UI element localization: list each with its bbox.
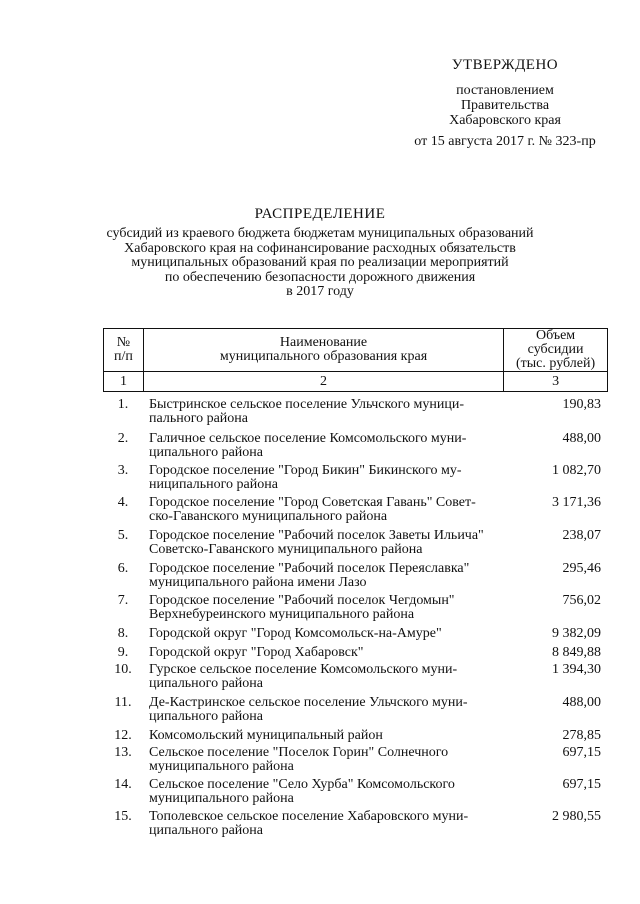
row-amount: 295,46 <box>562 561 601 576</box>
row-amount: 697,15 <box>562 777 601 792</box>
table-row <box>103 746 608 778</box>
approval-stamp <box>395 58 615 149</box>
row-number: 4. <box>117 495 129 510</box>
row-name-line-2: муниципального района имени Лазо <box>149 575 367 590</box>
table-row <box>103 594 608 627</box>
row-number: 8. <box>117 626 129 641</box>
row-amount: 488,00 <box>562 431 601 446</box>
subtitle-line: в 2017 году <box>286 284 354 299</box>
column-number-3: 3 <box>504 372 608 392</box>
row-name <box>143 464 497 492</box>
table-header <box>103 328 608 392</box>
row-number: 3. <box>117 463 129 478</box>
row-amount: 756,02 <box>562 593 601 608</box>
row-name-line-2: ципального района <box>149 823 263 838</box>
row-amount: 3 171,36 <box>552 495 601 510</box>
row-name <box>143 746 497 774</box>
row-number: 12. <box>114 728 132 743</box>
header-amount-line-3: (тыс. рублей) <box>515 356 596 371</box>
row-number: 5. <box>117 528 129 543</box>
row-amount: 2 980,55 <box>552 809 601 824</box>
table-row <box>103 810 608 842</box>
row-number: 6. <box>117 561 129 576</box>
table-row <box>103 696 608 729</box>
table-body <box>103 398 608 842</box>
approval-line-1: постановлением <box>456 83 554 98</box>
table-row <box>103 627 608 646</box>
table-row <box>103 778 608 810</box>
table-row <box>103 496 608 529</box>
row-number: 11. <box>114 695 132 710</box>
header-amount-line-1: Объем <box>535 328 576 343</box>
row-name <box>143 663 497 691</box>
row-amount: 8 849,88 <box>552 645 601 660</box>
row-name-line-1: Городской округ "Город Хабаровск" <box>149 645 364 660</box>
row-amount: 278,85 <box>562 728 601 743</box>
approval-heading: УТВЕРЖДЕНО <box>451 57 559 73</box>
row-amount: 238,07 <box>562 528 601 543</box>
row-name-line-2: ципального района <box>149 676 263 691</box>
row-name-line-1: Городское поселение "Рабочий поселок Заветы Ильича" <box>149 528 484 543</box>
row-name-line-1: Де-Кастринское сельское поселение Ульчского муни- <box>149 695 468 710</box>
row-name <box>143 594 497 622</box>
row-name-line-1: Гурское сельское поселение Комсомольского муни- <box>149 662 458 677</box>
row-name <box>143 646 497 660</box>
subtitle-line: Хабаровского края на софинансирование расходных обязательств <box>124 240 516 256</box>
row-name-line-1: Городской округ "Город Комсомольск-на-Амуре" <box>149 626 442 641</box>
approval-line-2: Правительства <box>460 98 550 113</box>
header-name-line-2: муниципального образования края <box>219 349 428 364</box>
column-number-2: 2 <box>143 372 503 392</box>
row-name-line-2: Советско-Гаванского муниципального района <box>149 542 423 557</box>
row-name-line-1: Галичное сельское поселение Комсомольского муни- <box>149 431 467 446</box>
row-amount: 190,83 <box>562 397 601 412</box>
row-number: 14. <box>114 777 132 792</box>
table-row <box>103 529 608 562</box>
row-name-line-1: Городское поселение "Рабочий поселок Чегдомын" <box>149 593 455 608</box>
header-number-label: п/п <box>114 349 133 364</box>
approval-line-4: от 15 августа 2017 г. № 323-пр <box>414 134 596 149</box>
row-name-line-2: Верхнебуреинского муниципального района <box>149 607 415 622</box>
row-name <box>143 696 497 724</box>
row-number: 15. <box>114 809 132 824</box>
header-number-symbol: № <box>116 335 131 350</box>
row-name-line-1: Городское поселение "Город Бикин" Бикинского му- <box>149 463 462 478</box>
table-row <box>103 646 608 663</box>
header-amount <box>504 329 608 372</box>
row-amount: 1 082,70 <box>552 463 601 478</box>
row-name <box>143 810 497 838</box>
document-subtitle <box>90 227 550 300</box>
row-number: 1. <box>117 397 129 412</box>
row-number: 10. <box>114 662 132 677</box>
table-row <box>103 663 608 696</box>
row-name <box>143 778 497 806</box>
header-name <box>143 329 503 372</box>
header-name-line-1: Наименование <box>279 335 368 350</box>
table-row <box>103 432 608 464</box>
table-row <box>103 464 608 496</box>
row-name-line-1: Городское поселение "Рабочий поселок Переяславка" <box>149 561 470 576</box>
subtitle-line: по обеспечению безопасности дорожного движения <box>164 269 476 285</box>
row-number: 2. <box>117 431 129 446</box>
row-name-line-1: Городское поселение "Город Советская Гавань" Совет- <box>149 495 476 510</box>
row-name-line-2: ниципального района <box>149 477 278 492</box>
table-row <box>103 398 608 432</box>
row-name-line-2: ципального района <box>149 445 263 460</box>
row-amount: 697,15 <box>562 745 601 760</box>
row-name <box>143 529 497 557</box>
table-row <box>103 729 608 746</box>
table-row <box>103 562 608 594</box>
row-amount: 488,00 <box>562 695 601 710</box>
row-name-line-2: пального района <box>149 411 248 426</box>
column-number-1: 1 <box>104 372 144 392</box>
row-name <box>143 398 497 426</box>
row-amount: 1 394,30 <box>552 662 601 677</box>
row-amount: 9 382,09 <box>552 626 601 641</box>
row-name <box>143 729 497 743</box>
row-name-line-2: ско-Гаванского муниципального района <box>149 509 388 524</box>
row-number: 9. <box>117 645 129 660</box>
row-name <box>143 496 497 524</box>
row-name-line-1: Комсомольский муниципальный район <box>149 728 383 743</box>
row-number: 7. <box>117 593 129 608</box>
row-name-line-1: Быстринское сельское поселение Ульчского муници- <box>149 397 464 412</box>
row-name-line-2: муниципального района <box>149 791 294 806</box>
row-name <box>143 432 497 460</box>
subtitle-line: субсидий из краевого бюджета бюджетам муниципальных образований <box>106 226 534 241</box>
subtitle-line: муниципальных образований края по реализации мероприятий <box>131 255 509 270</box>
row-name <box>143 627 497 641</box>
row-name-line-2: ципального района <box>149 709 263 724</box>
approval-line-3: Хабаровского края <box>449 113 561 128</box>
header-amount-line-2: субсидии <box>527 342 584 357</box>
row-name-line-1: Тополевское сельское поселение Хабаровского муни- <box>149 809 469 824</box>
document-title: РАСПРЕДЕЛЕНИЕ <box>254 206 386 222</box>
row-number: 13. <box>114 745 132 760</box>
row-name-line-1: Сельское поселение "Село Хурба" Комсомольского <box>149 777 455 792</box>
row-name-line-2: муниципального района <box>149 759 294 774</box>
row-name <box>143 562 497 590</box>
row-name-line-1: Сельское поселение "Поселок Горин" Солнечного <box>149 745 449 760</box>
header-number <box>104 329 144 372</box>
